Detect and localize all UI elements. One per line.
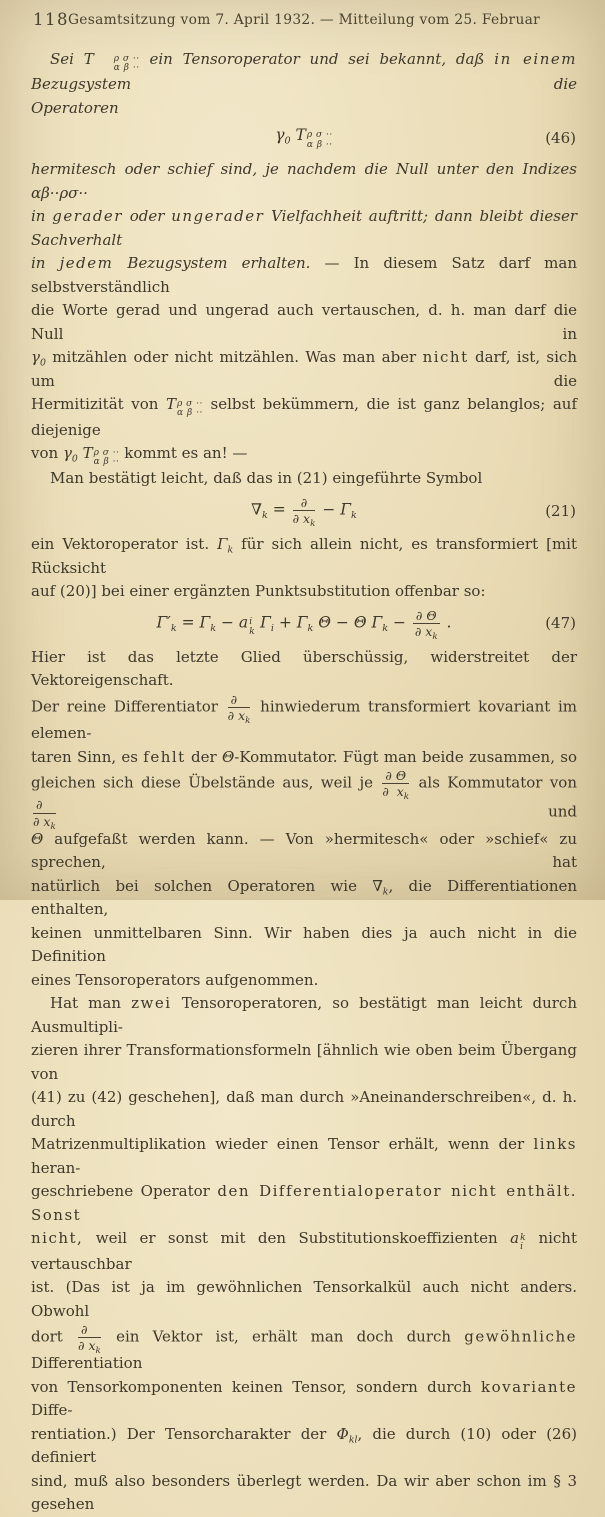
text-line: Hier ist das letzte Glied überschüssig, widerstreitet der Vektoreigenschaft. [31,647,577,690]
text-line: geschriebene Operator den Differentialoperator nicht enthält. Sonst [31,1182,577,1224]
text-line: Man bestätigt leicht, daß das in (21) eingeführte Symbol [50,469,483,488]
equation-21-number: (21) [545,501,576,520]
page-number: 118 [33,10,69,29]
equation-21-body: $\nabla_k$ = $\frac{\partial}{\partial x_k}$ − $\Gamma_k$ [251,494,357,530]
text-line: hermitesch oder schief sind, je nachdem die Null unter den Indizes αβ··ρσ·· [31,160,577,202]
text-line: gleichen sich diese Übelstände aus, weil je $\frac{\partial \Theta}{\partial x_k}$ als Kommutator von $\frac{\partial}{\partial x_k}$ und [31,768,577,832]
running-header: Gesamtsitzung vom 7. April 1932. — Mitteilung vom 25. Februar [67,12,541,28]
text-line: Hermitizität von T ρ σ ·· α β ·· selbst bekümmern, die ist ganz belanglos; auf diejenige [31,395,577,439]
text-line: taren Sinn, es fehlt der Θ-Kommutator. Fügt man beide zusammen, so [31,747,577,766]
text-line: ist. (Das ist ja im gewöhnlichen Tensorkalkül auch nicht anders. Obwohl [31,1278,577,1320]
equation-47-number: (47) [545,614,576,633]
equation-21 [31,494,577,530]
page-header [31,8,577,34]
text-line: die Worte gerad und ungerad auch vertauschen, d. h. man darf die Null in [31,301,577,343]
text-line: von $\gamma_0$ T ρ σ ·· α β ·· kommt es an! — [31,444,248,467]
equation-46 [31,125,577,150]
text-line: Hat man zwei Tensoroperatoren, so bestätigt man leicht durch Ausmultipli- [31,994,577,1036]
equation-47 [31,607,577,642]
text-line: Θ aufgefaßt werden kann. — Von »hermitesch« oder »schief« zu sprechen, hat [31,829,577,872]
text-line: in gerader oder ungerader Vielfachheit auftritt; dann bleibt dieser Sachverhalt [31,207,577,249]
text-line: keinen unmittelbaren Sinn. Wir haben dies ja auch nicht in die Definition [31,923,577,966]
paragraph-letztes-glied [31,646,577,992]
text-line: auf (20)] bei einer ergänzten Punktsubstitution offenbar so: [31,582,486,601]
text-line: eines Tensoroperators aufgenommen. [31,970,319,989]
text-line: Sei T ρ σ ·· α β ·· ein Tensoroperator und sei bekannt, daß in einem Bezugsystem die [31,50,577,94]
text-line: Der reine Differentiator $\frac{\partial}{\partial x_k}$ hinwiederum transformiert kovariant im elemen- [31,691,577,743]
equation-46-number: (46) [545,128,576,147]
paragraph-vektoroperator [31,533,577,604]
text-line: in jedem Bezugsystem erhalten. — In diesem Satz darf man selbstverständlich [31,254,577,296]
page-body [31,48,577,1517]
paragraph-zwei-tensoroperatoren [31,992,577,1517]
text-line: Operatoren [31,98,119,117]
paragraph-hermitesch [31,158,577,467]
equation-47-body: $\Gamma'_k = \Gamma_k - a$ i k $\Gamma_i + \Gamma_k$ Θ − Θ $\Gamma_k$ − $\frac{\partial \Theta}{\partial x_k}$ . [156,607,452,642]
text-line: von Tensorkomponenten keinen Tensor, sondern durch kovariante Diffe- [31,1377,577,1420]
text-line: Matrizenmultiplikation wieder einen Tensor erhält, wenn der links heran- [31,1135,577,1177]
text-line: ein Vektoroperator ist. $\Gamma_k$ für sich allein nicht, es transformiert [mit Rücksicht [31,535,578,577]
text-line: dort $\frac{\partial}{\partial x_k}$ ein Vektor ist, erhält man doch durch gewöhnliche Differentiation [31,1322,577,1373]
text-line: nicht, weil er sonst mit den Substitutionskoeffizienten a k i nicht vertauschbar [31,1229,577,1273]
text-line: sind, muß also besonders überlegt werden. Da wir aber schon im § 3 gesehen [31,1471,577,1514]
text-line: zieren ihrer Transformationsformeln [ähnlich wie oben beim Übergang von [31,1041,577,1083]
paragraph-intro [31,48,577,120]
paragraph-symbol [31,467,577,491]
text-line: natürlich bei solchen Operatoren wie $\nabla_k$, die Differentiationen enthalten, [31,876,578,919]
equation-46-body: $\gamma_0$ T ρ σ ·· α β ·· [275,126,333,150]
text-line: $\gamma_0$ mitzählen oder nicht mitzählen. Was man aber nicht darf, ist, sich um die [31,348,577,390]
text-line: rentiation.) Der Tensorcharakter der $\Phi_{kl}$, die durch (10) oder (26) definiert [31,1424,577,1467]
text-line: (41) zu (42) geschehen], daß man durch »Aneinanderschreiben«, d. h. durch [31,1088,577,1130]
